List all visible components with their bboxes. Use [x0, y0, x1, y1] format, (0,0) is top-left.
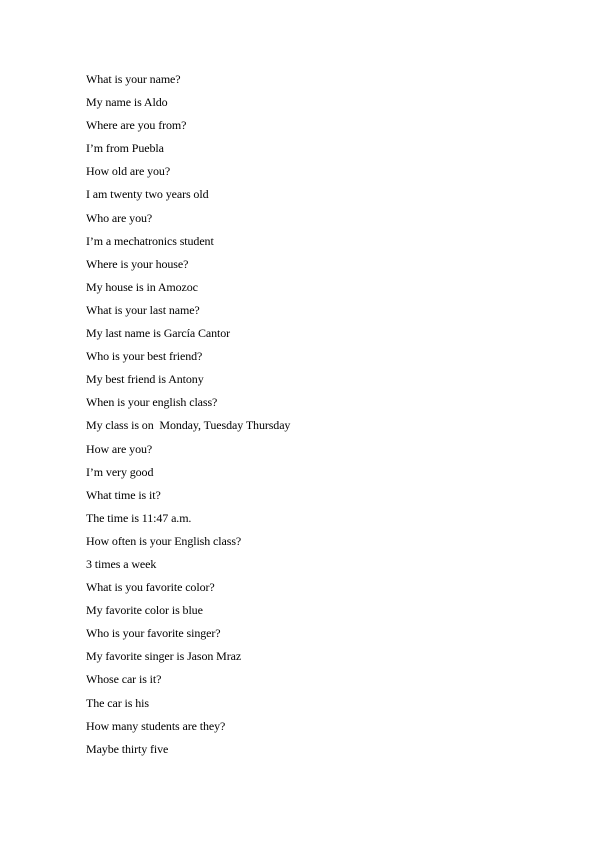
text-line: Who is your favorite singer? — [86, 626, 221, 641]
text-line: The time is 11:47 a.m. — [86, 510, 192, 525]
text-line: 3 times a week — [86, 556, 157, 571]
text-line: My last name is García Cantor — [86, 326, 231, 341]
text-line: Where is your house? — [86, 256, 189, 271]
text-line: My best friend is Antony — [86, 372, 204, 387]
text-line: Whose car is it? — [86, 672, 162, 687]
text-line: My name is Aldo — [86, 95, 168, 110]
text-line: My favorite color is blue — [86, 603, 203, 618]
text-line: What is your last name? — [86, 302, 200, 317]
text-line: I’m very good — [86, 464, 154, 479]
text-line: How are you? — [86, 441, 153, 456]
text-line: The car is his — [86, 695, 149, 710]
text-line: How many students are they? — [86, 718, 226, 733]
text-line: My house is in Amozoc — [86, 279, 198, 294]
text-line: What is you favorite color? — [86, 580, 215, 595]
text-line: How old are you? — [86, 164, 171, 179]
text-line: How often is your English class? — [86, 533, 242, 548]
text-line: My class is on Monday, Tuesday Thursday — [86, 418, 291, 433]
text-line: What is your name? — [86, 72, 181, 86]
text-line: When is your english class? — [86, 395, 218, 410]
text-line: I am twenty two years old — [86, 187, 209, 202]
text-line: Who is your best friend? — [86, 349, 203, 364]
text-line: I’m a mechatronics student — [86, 233, 214, 248]
text-line: Who are you? — [86, 210, 153, 225]
text-line: Where are you from? — [86, 118, 187, 133]
text-line: My favorite singer is Jason Mraz — [86, 649, 242, 664]
text-line: I’m from Puebla — [86, 141, 164, 156]
text-line: Maybe thirty five — [86, 741, 169, 756]
text-lines — [86, 68, 290, 761]
text-line: What time is it? — [86, 487, 161, 502]
